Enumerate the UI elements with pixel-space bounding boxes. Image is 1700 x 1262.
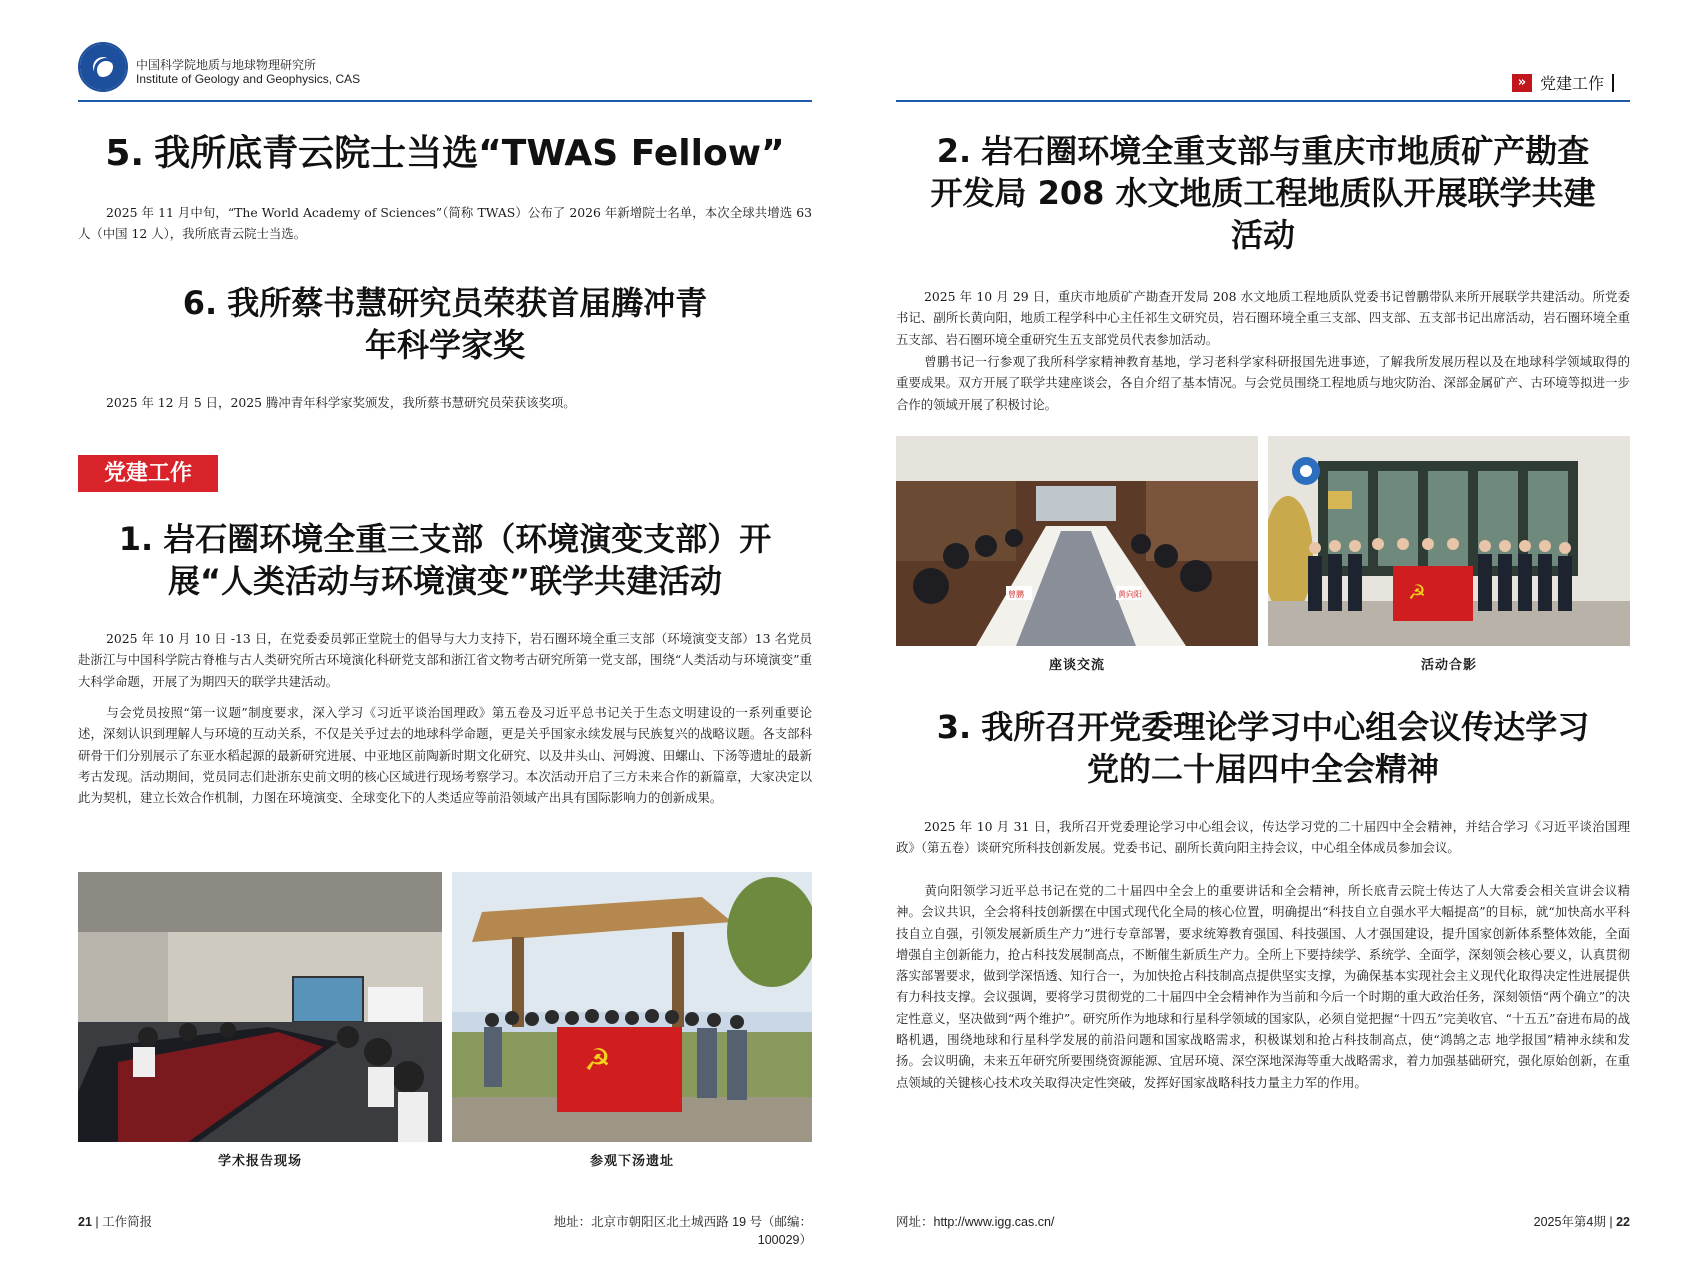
- issue-label: 2025年第4期: [1533, 1215, 1606, 1229]
- institute-name-cn: 中国科学院地质与地球物理研究所: [136, 58, 317, 72]
- p1-para1: 2025 年 10 月 10 日 -13 日，在党委委员郭正堂院士的倡导与大力支持下，岩石圈环境全重三支部（环境演变支部）13 名党员赴浙江与中国科学院古脊椎与古人类研究所古环境演化科研党支部和浙江省文物考古研究所第一党支部，围绕“人类活动与环境演变”重大科学命题，开展了为期四天的联学共建活动。: [78, 631, 812, 689]
- heading-p1: 1. 岩石圈环境全重三支部（环境演变支部）开 展“人类活动与环境演变”联学共建活动: [118, 520, 772, 601]
- category-tag: 党建工作: [78, 455, 218, 492]
- section-tag-bar: [1612, 74, 1614, 92]
- p3-para1: 2025 年 10 月 31 日，我所召开党委理论学习中心组会议，传达学习党的二十届四中全会精神，并结合学习《习近平谈治国理政》（第五卷）谈研究所科技创新发展。党委书记、副所长黄向阳主持会议，中心组全体成员参加会议。: [896, 819, 1630, 856]
- heading-s5: 5. 我所底青云院士当选“TWAS Fellow”: [105, 133, 785, 174]
- footer-address: 地址：北京市朝阳区北土城西路 19 号（邮编：100029）: [553, 1215, 812, 1247]
- s6-body: 2025 年 12 月 5 日，2025 腾冲青年科学家奖颁发，我所蔡书慧研究员荣获该奖项。: [106, 395, 576, 410]
- page-number-right: 22: [1616, 1215, 1630, 1229]
- nameplate-2: 黄向阳: [1118, 590, 1142, 599]
- p3-para2: 黄向阳领学习近平总书记在党的二十届四中全会上的重要讲话和全会精神，所长底青云院士传达了人大常委会相关宣讲会议精神。会议共识，全会将科技创新摆在中国式现代化全局的核心位置，明确提出“科技自立自强水平大幅提高”的目标，就“加快高水平科技自立自强，引领发展新质生产力”进行专章部署，要求统筹教育强国、科技强国、人才强国建设，提升国家创新体系整体效能，全面增强自主创新能力，抢占科技发展制高点，不断催生新质生产力。全所上下要持续学、系统学、全面学，深刻领会核心要义，认真贯彻落实部署要求，做到学深悟透、知行合一，为加快抢占科技制高点提供坚实支撑，为确保基本实现社会主义现代化取得决定性进展提供有力科技支撑。会议强调，要将学习贯彻党的二十届四中全会精神作为当前和今后一个时期的重大政治任务，深刻领悟“两个确立”的决定性意义，坚决做到“两个维护”。研究所作为地球和行星科学领域的国家队，必须自觉把握“十四五”完美收官、“十五五”奋进布局的战略机遇，围绕地球和行星科学发展的前沿问题和国家战略需求，积极谋划和抢占科技制高点，使“鸿鹄之志 地学报国”精神永续和发扬。会议明确，未来五年研究所要围绕资源能源、宜居环境、深空深地深海等重大战略需求，着力加强基础研究，强化原始创新，在重点领域的关键核心技术攻关取得决定性突破，发挥好国家战略科技力量主力军的作用。: [896, 883, 1630, 1090]
- right-page: [850, 0, 1700, 1262]
- p2-para1: 2025 年 10 月 29 日，重庆市地质矿产勘查开发局 208 水文地质工程地质队党委书记曾鹏带队来所开展联学共建活动。所党委书记、副所长黄向阳，地质工程学科中心主任祁生文研究员，岩石圈环境全重三支部、四支部、五支部书记出席活动，岩石圈环境全重五支部、岩石圈环境全重研究生五支部党员代表参加活动。: [896, 289, 1630, 347]
- heading-p2: 2. 岩石圈环境全重支部与重庆市地质矿产勘查 开发局 208 水文地质工程地质队开展联学共建 活动: [930, 132, 1596, 255]
- heading-p3: 3. 我所召开党委理论学习中心组会议传达学习 党的二十届四中全会精神: [936, 708, 1590, 789]
- publication-name: 工作简报: [102, 1215, 153, 1229]
- institute-name-en: Institute of Geology and Geophysics, CAS: [136, 72, 361, 86]
- p1-para2: 与会党员按照“第一议题”制度要求，深入学习《习近平谈治国理政》第五卷及习近平总书记关于生态文明建设的一系列重要论述，深刻认识到理解人与环境的互动关系，不仅是关乎过去的地球科学命题，更是关乎国家永续发展与民族复兴的战略议题。各支部科研骨干们分别展示了东亚水稻起源的最新研究进展、中亚地区前陶新时期文化研究、以及井头山、河姆渡、田螺山、下汤等遗址的最新考古发现。活动期间，党员同志们赴浙东史前文明的核心区域进行现场考察学习。本次活动开启了三方未来合作的新篇章，大家决定以此为契机，建立长效合作机制，力图在环境演变、全球变化下的人类适应等前沿领域产出具有国际影响力的创新成果。: [78, 705, 812, 806]
- header-rule: [78, 100, 812, 102]
- s5-body: 2025 年 11 月中旬，“The World Academy of Sciences”（简称 TWAS）公布了 2026 年新增院士名单，本次全球共增选 63 人（中国 12 人），我所底青云院士当选。: [78, 205, 812, 242]
- footer-right: 2025年第4期 | 22: [1533, 1215, 1630, 1229]
- svg-text:☭: ☭: [584, 1043, 611, 1078]
- caption-group-photo: 活动合影: [1420, 658, 1477, 673]
- section-tag-label: 党建工作: [1539, 74, 1604, 93]
- footer-website: 网址：http://www.igg.cas.cn/: [896, 1215, 1055, 1229]
- caption-meeting: 座谈交流: [1048, 658, 1105, 673]
- nameplate-1: 曾鹏: [1008, 590, 1024, 599]
- footer-left: 21 | 工作简报: [78, 1215, 153, 1229]
- heading-s6: 6. 我所蔡书慧研究员荣获首届腾冲青 年科学家奖: [182, 284, 708, 365]
- p2-para2: 曾鹏书记一行参观了我所科学家精神教育基地，学习老科学家科研报国先进事迹，了解我所发展历程以及在地球科学领域取得的重要成果。双方开展了联学共建座谈会，各自介绍了基本情况。与会党员围绕工程地质与地灾防治、深部金属矿产、古环境等拟进一步合作的领域开展了积极讨论。: [896, 354, 1630, 412]
- page-number-left: 21: [78, 1215, 92, 1229]
- header-rule: [896, 100, 1630, 102]
- section-tag: [1512, 71, 1614, 94]
- institute-logo-icon: [78, 42, 128, 92]
- caption-xiatang-site: 参观下汤遗址: [589, 1154, 674, 1169]
- photo-meeting: [896, 436, 1258, 646]
- double-chevron-icon: »: [1512, 74, 1532, 92]
- photo-group: [1268, 436, 1630, 646]
- photo-xiatang-site: [452, 872, 812, 1142]
- caption-academic-report: 学术报告现场: [217, 1154, 302, 1169]
- svg-text:☭: ☭: [1408, 580, 1426, 604]
- photo-academic-report: [78, 872, 442, 1142]
